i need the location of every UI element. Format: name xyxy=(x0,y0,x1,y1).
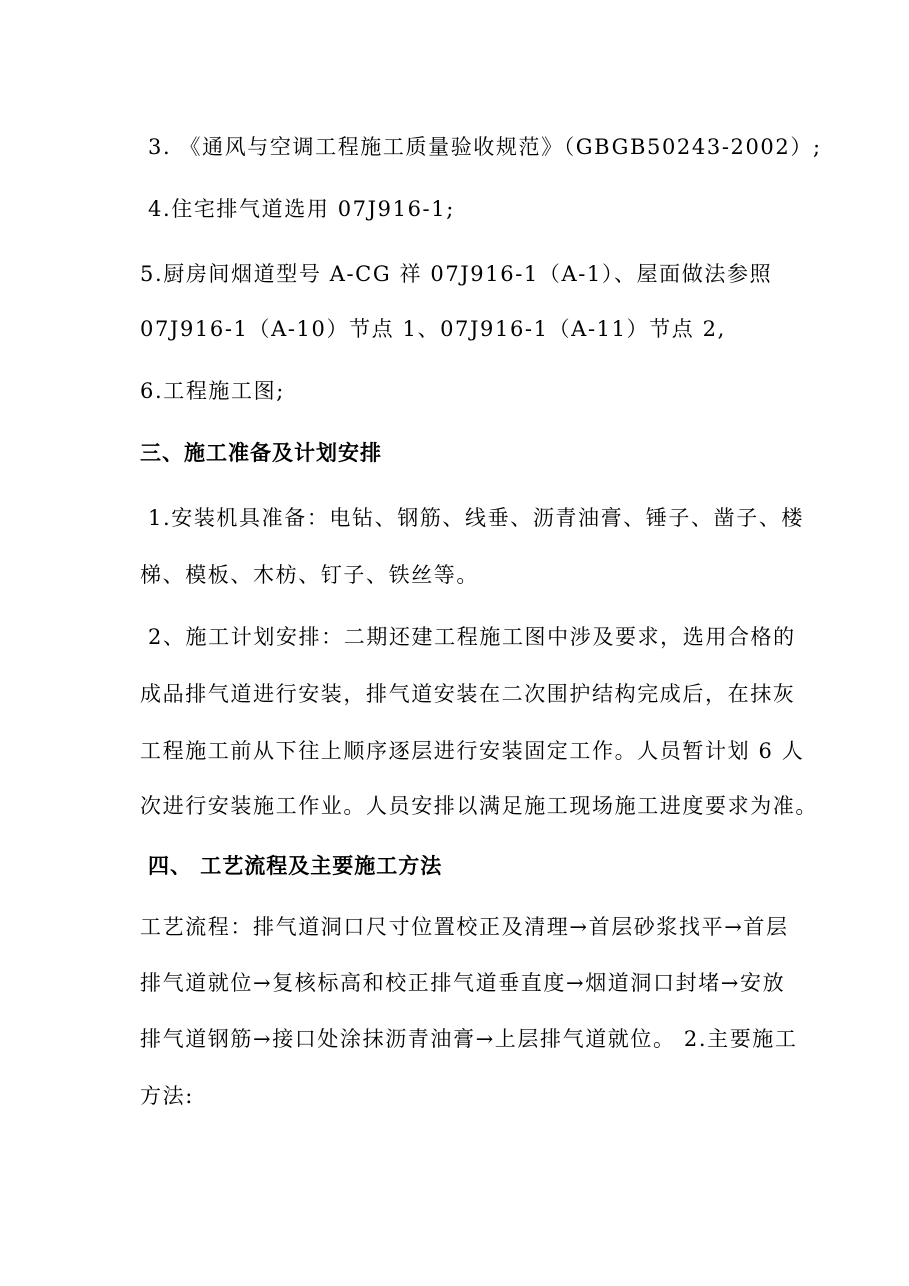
reference-item-5-line-2: 07J916-1（A-10）节点 1、07J916-1（A-11）节点 2, xyxy=(140,317,726,341)
preparation-item-2-line-2: 成品排气道进行安装，排气道安装在二次围护结构完成后，在抹灰 xyxy=(140,682,796,706)
section-3-heading: 三、施工准备及计划安排 xyxy=(140,440,382,465)
process-flow-line-3: 排气道钢筋→接口处涂抹沥青油膏→上层排气道就位。 2.主要施工 xyxy=(140,1027,798,1051)
process-flow-line-1: 工艺流程：排气道洞口尺寸位置校正及清理→首层砂浆找平→首层 xyxy=(140,915,789,939)
reference-item-3: 3. 《通风与空调工程施工质量验收规范》（GBGB50243-2002）; xyxy=(148,135,822,159)
reference-item-4: 4.住宅排气道选用 07J916-1; xyxy=(148,197,455,221)
process-flow-line-4: 方法: xyxy=(140,1084,194,1108)
process-flow-line-2: 排气道就位→复核标高和校正排气道垂直度→烟道洞口封堵→安放 xyxy=(140,971,786,995)
preparation-item-1-line-1: 1.安装机具准备：电钻、钢筋、线垂、沥青油膏、锤子、凿子、楼 xyxy=(148,506,805,530)
reference-item-5-line-1: 5.厨房间烟道型号 A-CG 祥 07J916-1（A-1）、屋面做法参照 xyxy=(140,262,773,286)
preparation-item-1-line-2: 梯、模板、木枋、钉子、铁丝等。 xyxy=(140,563,479,587)
preparation-item-2-line-1: 2、施工计划安排：二期还建工程施工图中涉及要求，选用合格的 xyxy=(148,625,796,649)
reference-item-6: 6.工程施工图; xyxy=(140,379,285,403)
preparation-item-2-line-3: 工程施工前从下往上顺序逐层进行安装固定工作。人员暂计划 6 人 xyxy=(140,739,805,763)
preparation-item-2-line-4: 次进行安装施工作业。人员安排以满足施工现场施工进度要求为准。 xyxy=(140,794,818,818)
section-4-heading: 四、 工艺流程及主要施工方法 xyxy=(148,853,443,878)
